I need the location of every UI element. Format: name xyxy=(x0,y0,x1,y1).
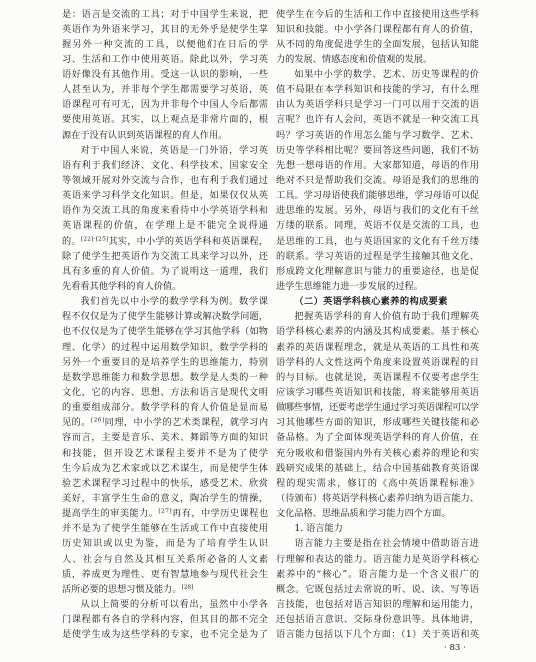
line-content xyxy=(276,355,480,370)
line-content xyxy=(294,536,479,551)
text-line xyxy=(276,385,479,400)
line-content xyxy=(62,385,269,400)
line-text: 我们首先以中小学的数学学科为例。数学课 xyxy=(80,296,269,308)
line-content xyxy=(62,234,268,249)
citation-ref: [27] xyxy=(158,508,173,515)
text-line xyxy=(62,521,268,536)
text-line xyxy=(276,355,479,370)
text-line xyxy=(62,461,268,476)
line-content xyxy=(62,567,269,582)
line-text: 由认为英语学科只是学习一门可以用于交流的语 xyxy=(276,99,480,111)
line-text: 历史知识或以史为鉴，而是为了培育学生认识 xyxy=(62,538,270,550)
text-line xyxy=(62,82,268,97)
text-line xyxy=(62,491,268,506)
text-line xyxy=(276,279,479,294)
line-content xyxy=(276,82,480,97)
line-content xyxy=(62,491,269,506)
line-text: 美好，丰富学生生命的意义，陶冶学生的情操， xyxy=(62,493,269,504)
line-text: 握另外一种交流的工具，以便他们在日后的学 xyxy=(62,38,270,50)
line-text: 门课程都有各自的学科内容，但其目的都不完全 xyxy=(62,614,269,626)
line-text: 等领域开展对外交流与合作，也有利于我们通过 xyxy=(62,175,269,187)
text-line xyxy=(276,430,479,445)
text-line xyxy=(276,203,479,218)
line-content xyxy=(276,461,480,476)
line-content xyxy=(62,355,269,370)
left-column xyxy=(62,7,268,643)
line-content xyxy=(62,22,269,37)
line-text: 生今后成为艺术家或以艺术谋生，而是使学生体 xyxy=(62,462,269,474)
paragraph xyxy=(62,143,268,294)
line-text: 源在于没有认识到英语课程的育人作用。 xyxy=(62,129,228,141)
citation-ref: [26] xyxy=(90,417,105,424)
text-line xyxy=(276,415,479,430)
line-text: 文化品格、思维品质和学习能力四个方面。 xyxy=(276,508,451,520)
line-text: 形成跨文化理解意识与能力的重要途径，也是促 xyxy=(276,265,480,277)
text-line xyxy=(276,37,479,52)
line-text: 做哪些事情，还要考虑学生通过学习英语课程可以学 xyxy=(276,402,479,414)
line-text: 再有，中学历史课程也 xyxy=(172,508,269,520)
text-line xyxy=(62,22,268,37)
text-line xyxy=(276,476,479,491)
text-line xyxy=(276,370,479,385)
line-content xyxy=(62,461,269,476)
text-line xyxy=(276,582,479,597)
line-content xyxy=(276,430,480,445)
line-text: 的。 xyxy=(62,235,81,247)
line-content xyxy=(276,234,480,249)
line-content xyxy=(294,67,479,82)
line-text: 的联系。学习英语的过程是学生接触其他文化、 xyxy=(276,250,480,262)
text-line xyxy=(62,536,268,551)
line-content xyxy=(276,52,432,67)
line-content xyxy=(62,309,268,324)
line-text: 除了使学生把英语作为交流工具来学习以外，还 xyxy=(62,250,269,262)
text-line xyxy=(276,612,479,627)
text-line xyxy=(276,158,479,173)
line-text: 使学生在今后的生活和工作中直接使用这些学科 xyxy=(276,8,480,20)
text-line xyxy=(276,112,479,127)
line-content xyxy=(276,415,480,430)
text-line xyxy=(276,52,479,67)
line-content xyxy=(62,112,269,127)
text-line xyxy=(62,143,268,158)
line-text: 和技能，但开设艺术课程主要并不是为了使学 xyxy=(62,447,270,459)
line-content xyxy=(62,476,269,491)
line-text: 是使学生成为这些学科的专家，也不完全是为了 xyxy=(62,629,269,641)
line-content xyxy=(276,97,480,112)
text-line xyxy=(276,22,479,37)
line-text: （二）英语学科核心素养的构成要素 xyxy=(294,296,448,308)
line-text: 英语来学习科学文化知识。但是，如果仅仅从英 xyxy=(62,190,269,202)
line-content xyxy=(62,552,269,567)
line-content xyxy=(276,158,480,173)
line-text: 验艺术课程学习过程中的快乐，感受艺术、欣赏 xyxy=(62,477,269,489)
line-content xyxy=(62,279,181,294)
line-text: 另外一个重要目的是培养学生的思维能力，特别 xyxy=(62,356,269,368)
line-content xyxy=(276,385,480,400)
line-text: 是：语言是交流的工具；对于中国学生来说，把 xyxy=(62,8,269,20)
line-text: 语有利于我们经济、文化、科学技术、国家安全 xyxy=(62,159,269,171)
line-text: 理、化学）的过程中运用数学知识，数学学科的 xyxy=(62,341,269,353)
line-text: 先看看其他学科的育人价值。 xyxy=(62,281,182,293)
line-content xyxy=(62,430,269,445)
line-content xyxy=(276,597,480,612)
line-text: 语学科的人文性这两个角度来设置英语课程的目 xyxy=(276,356,480,368)
line-content xyxy=(276,324,480,339)
line-content xyxy=(276,491,479,506)
line-content xyxy=(80,143,268,158)
line-content xyxy=(62,521,269,536)
line-content xyxy=(276,552,480,567)
line-text: 语言能力包括以下几个方面：（1）关于英语和英 xyxy=(276,629,480,641)
text-line xyxy=(276,461,479,476)
line-content xyxy=(276,476,480,491)
line-text: 素养中的“核心”。语言能力是一个含义很广的 xyxy=(276,568,480,580)
section-heading xyxy=(276,294,479,309)
line-content xyxy=(276,188,479,203)
line-text: 知识和技能。中小学各门课程都有育人的价值， xyxy=(276,23,480,35)
line-content xyxy=(276,400,479,415)
line-content xyxy=(62,158,269,173)
line-content xyxy=(294,294,447,309)
text-line xyxy=(276,82,479,97)
line-text: 值不局限在本学科知识和技能的学习，有什么理 xyxy=(276,84,480,96)
line-content xyxy=(62,415,268,430)
line-text: 见的。 xyxy=(62,417,91,429)
text-line xyxy=(62,97,268,112)
line-text: 万缕的联系。同理，英语不仅是交流的工具，也 xyxy=(276,220,480,232)
text-line xyxy=(276,536,479,551)
line-content xyxy=(62,7,269,22)
line-text: 语学科核心素养的内涵及其构成要素。基于核心 xyxy=(276,326,480,338)
line-content xyxy=(62,582,193,597)
line-text: 人、社会与自然及其相互关系所必备的人文素 xyxy=(62,553,270,565)
line-text: 的重要组成部分。数学学科的育人价值是显而易 xyxy=(62,402,269,414)
text-line xyxy=(276,446,479,461)
line-text: 语言能力主要是指在社会情境中借助语言进 xyxy=(294,538,480,550)
line-text: 并不是为了使学生能够在生活或工作中直接使用 xyxy=(62,523,269,535)
text-line xyxy=(62,446,268,461)
line-text: 如果中小学的数学、艺术、历史等课程的价 xyxy=(294,69,480,81)
text-line xyxy=(276,597,479,612)
text-line xyxy=(62,67,268,82)
line-text: 习、生活和工作中使用英语。除此以外，学习英 xyxy=(62,53,269,65)
line-text: 素养的英语课程理念，就是从英语的工具性和英 xyxy=(276,341,480,353)
text-line xyxy=(62,249,268,264)
text-line xyxy=(62,582,268,597)
text-line xyxy=(62,476,268,491)
right-column xyxy=(276,7,479,643)
line-text: 言技能，也包括对语言知识的理解和运用能力， xyxy=(276,598,480,610)
text-line xyxy=(276,173,479,188)
line-content xyxy=(62,218,269,233)
line-content xyxy=(294,309,479,324)
text-line xyxy=(62,370,268,385)
subsection-heading xyxy=(276,521,479,536)
line-content xyxy=(62,203,269,218)
paragraph xyxy=(62,294,268,597)
line-text: 语课程可有可无，因为并非每个中国人今后都需 xyxy=(62,99,269,111)
text-line xyxy=(62,400,268,415)
citation-ref: [22]-[25] xyxy=(80,236,109,243)
line-content xyxy=(62,370,269,385)
line-content xyxy=(62,188,269,203)
paragraph xyxy=(276,536,479,642)
line-content xyxy=(276,173,480,188)
line-text: 把握英语学科的育人价值有助于我们理解英 xyxy=(294,311,480,323)
text-line xyxy=(62,203,268,218)
text-line xyxy=(62,294,268,309)
text-line xyxy=(62,506,268,521)
paragraph xyxy=(276,7,479,68)
line-text: 吗？学习英语的作用怎么能与学习数学、艺术、 xyxy=(276,129,480,141)
line-text: 还包括语言意识、交际身份意识等。具体地讲， xyxy=(276,614,480,626)
line-text: 质，养成更为理性、更有智慧地参与现代社会生 xyxy=(62,568,269,580)
line-content xyxy=(276,567,480,582)
text-line xyxy=(62,597,268,612)
line-text: 英语作为外语来学习，其目的无外乎是使学生掌 xyxy=(62,23,269,35)
line-content xyxy=(276,143,480,158)
text-line xyxy=(276,521,479,536)
line-content xyxy=(276,582,480,597)
line-text: 文化，它的内容、思想、方法和语言是现代文明 xyxy=(62,387,269,399)
text-line xyxy=(62,173,268,188)
line-content xyxy=(62,249,269,264)
text-line xyxy=(276,128,479,143)
line-content xyxy=(276,128,480,143)
line-text: 力的发展、情感态度和价值观的发展。 xyxy=(276,53,433,65)
line-text: 践研究成果的基础上，结合中国基础教育英语课 xyxy=(276,462,480,474)
text-line xyxy=(62,112,268,127)
paragraph xyxy=(276,67,479,294)
line-content xyxy=(62,173,269,188)
line-text: 言呢？也许有人会问，英语不就是一种交流工具 xyxy=(276,114,480,126)
line-text: 要使用英语。其实，以上观点是非常片面的，根 xyxy=(62,114,269,126)
line-text: 程不仅仅是为了使学生能够计算或解决数学问题， xyxy=(62,311,269,323)
paragraph xyxy=(62,597,268,642)
text-line xyxy=(276,506,479,521)
line-content xyxy=(62,612,269,627)
line-content xyxy=(276,218,480,233)
line-text: 活所必要的思想习惯及能力。 xyxy=(62,583,182,595)
line-content xyxy=(276,7,480,22)
text-line xyxy=(62,52,268,67)
text-line xyxy=(276,188,479,203)
text-line xyxy=(276,400,479,415)
line-text: 具有多重的育人价值。为了说明这一道理，我们 xyxy=(62,265,269,277)
line-text: 容而言，主要是音乐、美术、舞蹈等方面的知识 xyxy=(62,432,269,444)
line-text: 提高学生的审美能力。 xyxy=(62,508,159,520)
line-text: 历史等学科相比呢？要回答这些问题，我们不妨 xyxy=(276,144,480,156)
line-content xyxy=(276,249,480,264)
line-content xyxy=(80,294,268,309)
text-line xyxy=(276,97,479,112)
text-line xyxy=(276,567,479,582)
line-content xyxy=(62,536,269,551)
line-text: 行理解和表达的能力。语言能力是英语学科核心 xyxy=(276,553,480,565)
text-line xyxy=(276,234,479,249)
line-content xyxy=(276,112,480,127)
line-text: 英语课程的价值，在学理上是不能完全说得通 xyxy=(62,220,270,232)
line-content xyxy=(276,506,451,521)
line-text: 概念。它既包括过去常说的听、说、读、写等语 xyxy=(276,583,480,595)
line-text: 从以上简要的分析可以看出，虽然中小学各 xyxy=(80,598,269,610)
line-content xyxy=(276,264,480,279)
text-line xyxy=(276,309,479,324)
line-text: 先想一想母语的作用。大家都知道，母语的作用 xyxy=(276,159,480,171)
text-line xyxy=(62,218,268,233)
line-text: 语作为交流工具的角度来看待中小学英语学科和 xyxy=(62,205,269,217)
text-line xyxy=(276,552,479,567)
line-text: （待颁布）将英语学科核心素养归纳为语言能力、 xyxy=(276,493,480,504)
line-content xyxy=(62,97,269,112)
text-line xyxy=(276,491,479,506)
text-line xyxy=(62,324,268,339)
text-line xyxy=(62,188,268,203)
line-content xyxy=(276,340,480,355)
page-number: · 83 · xyxy=(444,643,466,653)
line-text: 程的现实需求，修订的《高中英语课程标准》 xyxy=(276,477,481,489)
line-content xyxy=(62,324,268,339)
line-content xyxy=(276,279,423,294)
line-content xyxy=(276,627,479,642)
text-line xyxy=(276,218,479,233)
text-line xyxy=(62,128,268,143)
text-line xyxy=(276,627,479,642)
line-text: 应该学习哪些英语知识和技能，将来能够用英语 xyxy=(276,387,480,399)
text-line xyxy=(62,567,268,582)
line-text: 充分吸收和借鉴国内外有关核心素养的理论和实 xyxy=(276,447,480,459)
text-line xyxy=(62,552,268,567)
line-text: 习其他哪些方面的知识，形成哪些关键技能和必 xyxy=(276,417,480,429)
text-line xyxy=(62,627,268,642)
text-line xyxy=(62,37,268,52)
line-text: 同理，中小学的艺术类课程，就学习内 xyxy=(104,417,269,429)
line-text: 从不同的角度促进学生的全面发展，包括认知能 xyxy=(276,38,480,50)
text-line xyxy=(62,430,268,445)
line-text: 语好像没有其他作用。受这一认识的影响，一些 xyxy=(62,69,269,81)
text-line xyxy=(276,264,479,279)
line-text: 人甚至认为，并非每个学生都需要学习英语，英 xyxy=(62,84,269,96)
text-line xyxy=(62,279,268,294)
text-line xyxy=(62,309,268,324)
line-content xyxy=(62,340,269,355)
line-text: 也不仅仅是为了使学生能够在学习其他学科（如物 xyxy=(62,326,269,338)
line-text: 进学生思维能力进一步发展的过程。 xyxy=(276,281,423,293)
line-content xyxy=(62,506,268,521)
text-line xyxy=(276,143,479,158)
line-text: 其实，中小学的英语学科和英语课程， xyxy=(108,235,269,247)
line-content xyxy=(62,37,269,52)
line-text: 1. 语言能力 xyxy=(294,523,343,535)
line-text: 是数学思维能力和数学思想。数学是人类的一种 xyxy=(62,371,269,383)
text-line xyxy=(276,340,479,355)
line-content xyxy=(62,627,269,642)
line-text: 的与目标。也就是说，英语课程不仅要考虑学生 xyxy=(276,371,480,383)
paragraph xyxy=(62,7,268,143)
line-content xyxy=(276,22,480,37)
line-content xyxy=(62,400,269,415)
line-content xyxy=(276,370,480,385)
line-text: 工具。学习母语使我们能够思维，学习母语可以促 xyxy=(276,190,480,202)
text-line xyxy=(276,249,479,264)
line-content xyxy=(276,446,480,461)
line-content xyxy=(62,52,269,67)
text-line xyxy=(62,234,268,249)
text-line xyxy=(62,355,268,370)
line-content xyxy=(276,203,480,218)
text-line xyxy=(276,7,479,22)
text-line xyxy=(62,385,268,400)
line-content xyxy=(276,37,480,52)
text-line xyxy=(276,67,479,82)
line-text: 进思维的发展。另外，母语与我们的文化有千丝 xyxy=(276,205,480,217)
citation-ref: [28] xyxy=(181,584,194,591)
line-text: 对于中国人来说，英语是一门外语，学习英 xyxy=(80,144,269,156)
line-content xyxy=(80,597,268,612)
line-content xyxy=(294,521,342,536)
line-text: 备品格。为了全面体现英语学科的育人价值，在 xyxy=(276,432,480,444)
line-content xyxy=(62,82,269,97)
text-line xyxy=(62,415,268,430)
text-line xyxy=(276,294,479,309)
text-line xyxy=(62,612,268,627)
line-content xyxy=(62,446,269,461)
text-line xyxy=(62,158,268,173)
text-line xyxy=(62,264,268,279)
text-line xyxy=(62,340,268,355)
line-content xyxy=(62,264,269,279)
line-content xyxy=(62,67,269,82)
text-line xyxy=(62,7,268,22)
line-content xyxy=(276,612,480,627)
text-line xyxy=(276,324,479,339)
line-text: 绝对不只是帮助我们交流。母语是我们的思维的 xyxy=(276,175,480,187)
paragraph xyxy=(276,309,479,521)
line-content xyxy=(62,128,227,143)
line-text: 是思维的工具，也与英语国家的文化有千丝万缕 xyxy=(276,235,480,247)
